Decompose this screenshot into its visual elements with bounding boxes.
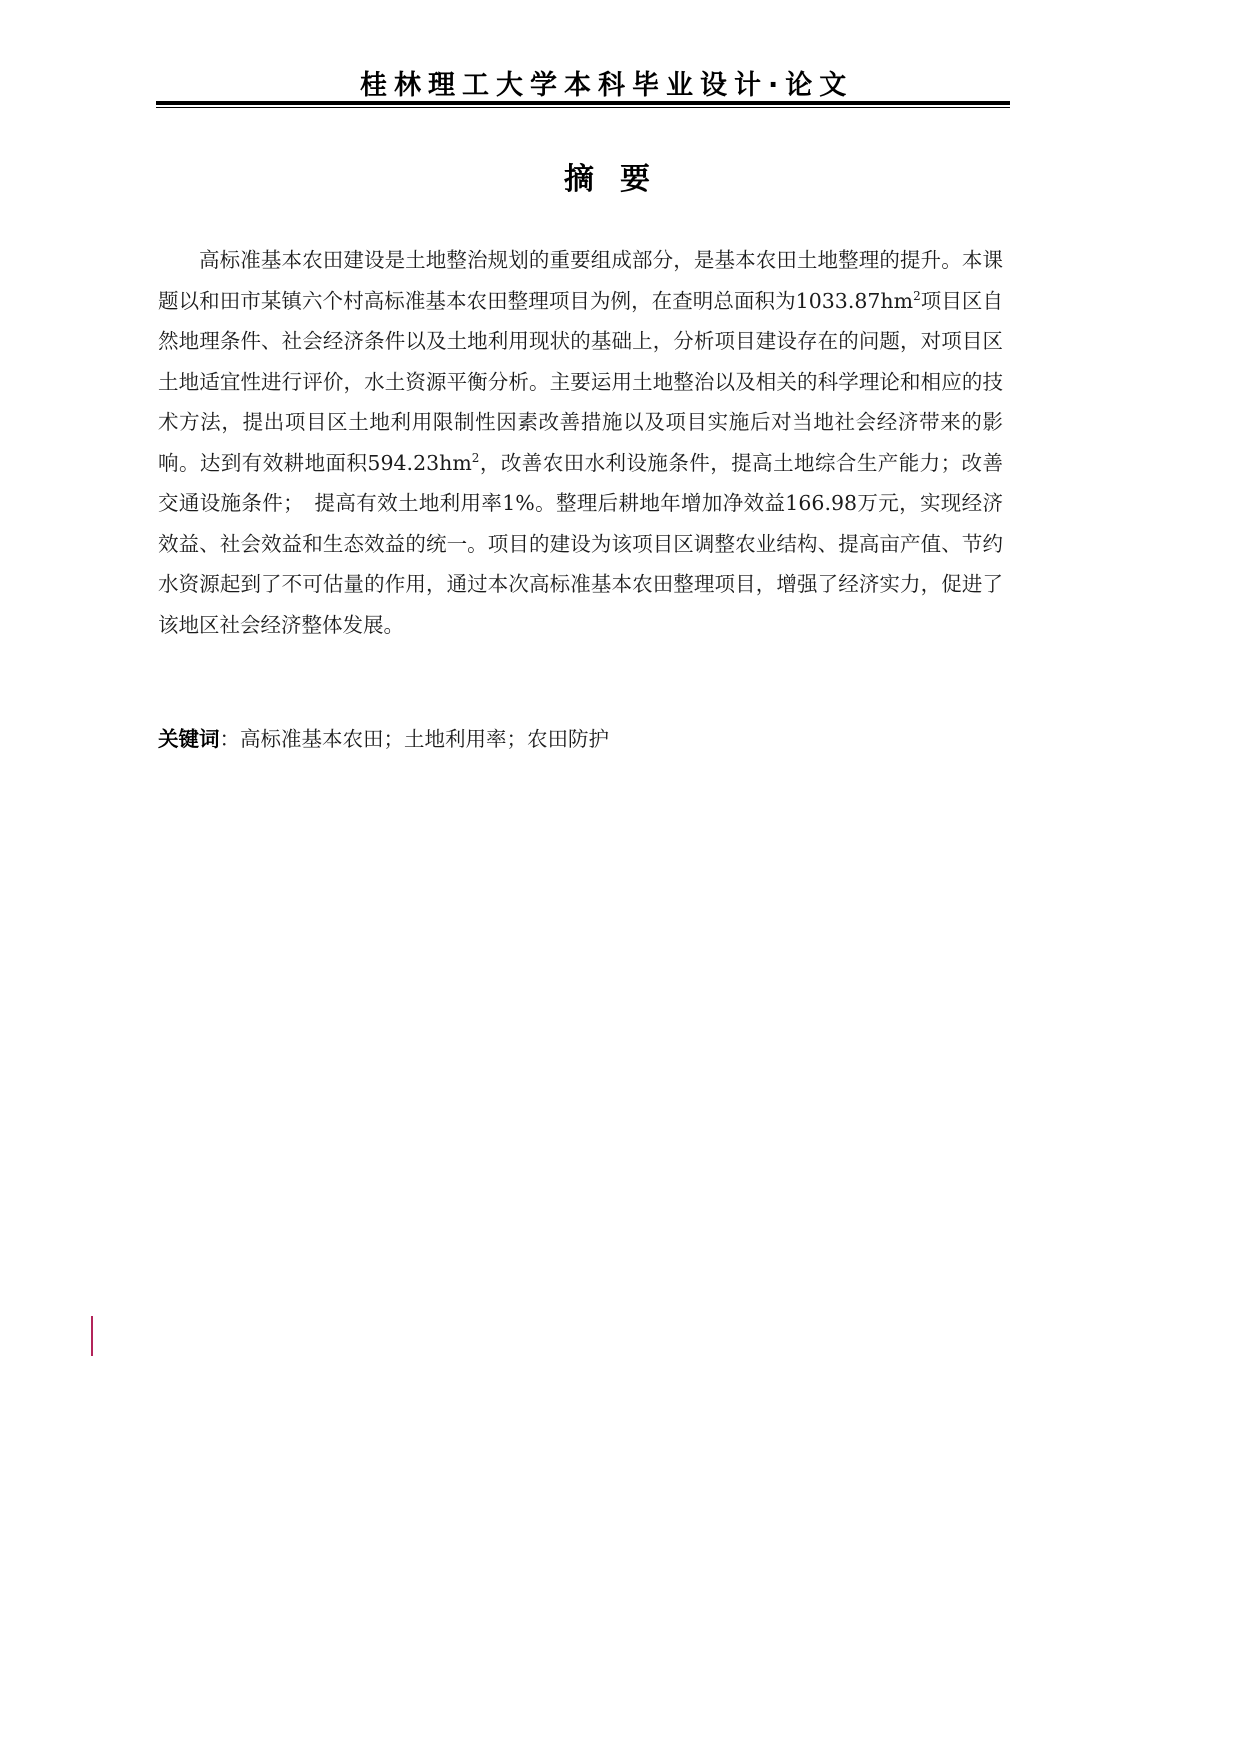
abstract-heading: 摘要	[564, 162, 676, 197]
abstract-text-segment: 高标准基本农田建设是土地整治规划的重要组成部分，是基本农田土地整理的提升。本课题以和田市某镇六个村高标准基本农田整理项目为例，在查明总面积为1033.87hm	[158, 248, 1003, 313]
abstract-paragraph	[158, 240, 1003, 645]
header-rule-thick	[156, 101, 1010, 105]
keywords-line	[158, 719, 1003, 759]
area-unit-superscript: 2	[913, 288, 921, 303]
abstract-text-segment: 项目区自然地理条件、社会经济条件以及土地利用现状的基础上，分析项目建设存在的问题，对项目区土地适宜性进行评价，水土资源平衡分析。主要运用土地整治以及相关的科学理论和相应的技术方法，提出项目区土地利用限制性因素改善措施以及项目实施后对当地社会经济带来的影响。达到有效耕地面积594.23hm	[158, 288, 1003, 475]
keywords-values: 高标准基本农田；土地利用率；农田防护	[240, 727, 609, 751]
document-header-title: 桂林理工大学本科毕业设计·论文	[360, 70, 854, 101]
keywords-label: 关键词	[158, 727, 220, 751]
margin-mark-line	[91, 1316, 93, 1356]
abstract-text-segment: ，改善农田水利设施条件，提高土地综合生产能力；改善交通设施条件； 提高有效土地利用率1%。整理后耕地年增加净效益166.98万元，实现经济效益、社会效益和生态效益的统一。项目的建设为该项目区调整农业结构、提高亩产值、节约水资源起到了不可估量的作用，通过本次高标准基本农田整理项目，增强了经济实力，促进了该地区社会经济整体发展。	[158, 450, 1003, 637]
area-unit-superscript: 2	[471, 450, 480, 465]
header-rule-thin	[156, 107, 1010, 108]
keywords-separator: ：	[219, 727, 240, 751]
